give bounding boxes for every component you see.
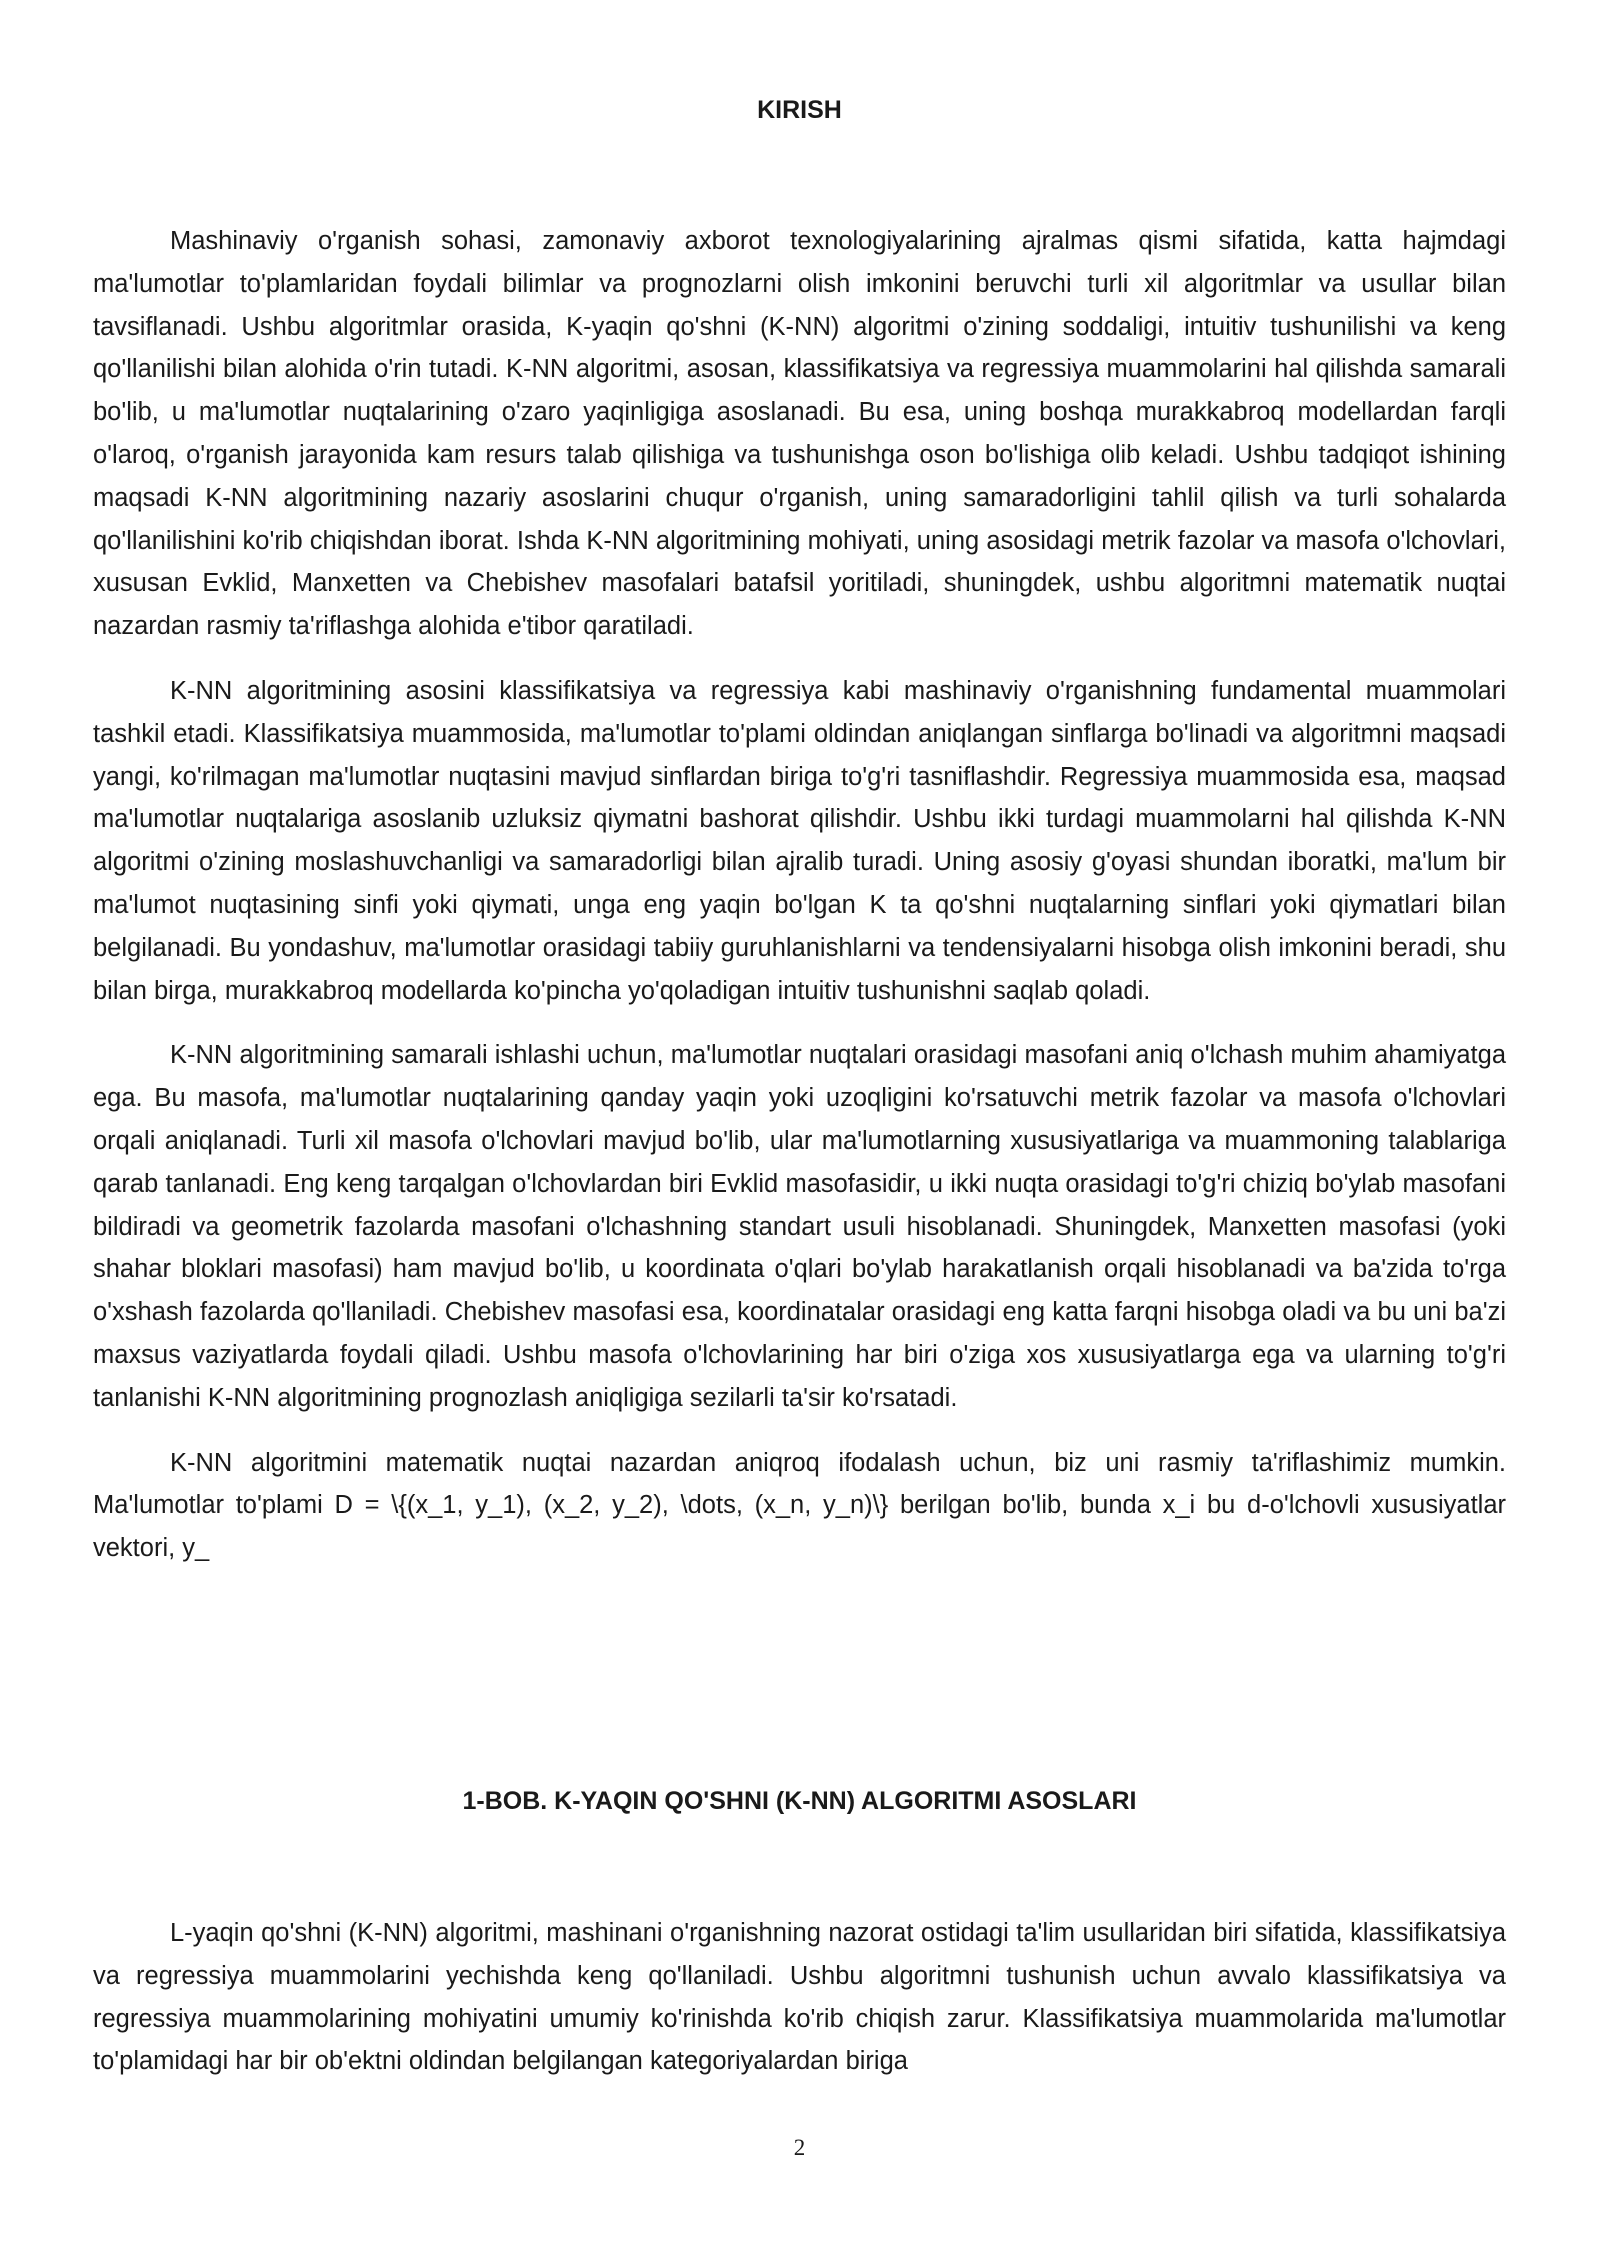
page-number: 2 [793, 2135, 806, 2160]
intro-paragraph-2: K-NN algoritmining asosini klassifikatsiya va regressiya kabi mashinaviy o'rganishning fundamental muammolari tashkil etadi. Klassifikatsiya muammosida, ma'lumotlar to'plami oldindan aniqlangan sinflarga bo'linadi va algoritmni maqsadi yangi, ko'rilmagan ma'lumotlar nuqtasini mavjud sinflardan biriga to'g'ri tasniflashdir. Regressiya muammosida esa, maqsad ma'lumotlar nuqtalariga asoslanib uzluksiz qiymatni bashorat qilishdir. Ushbu ikki turdagi muammolarni hal qilishda K-NN algoritmi o'zining moslashuvchanligi va samaradorligi bilan ajralib turadi. Uning asosiy g'oyasi shundan iboratki, ma'lum bir ma'lumot nuqtasining sinfi yoki qiymati, unga eng yaqin bo'lgan K ta qo'shni nuqtalarning sinflari yoki qiymatlari bilan belgilanadi. Bu yondashuv, ma'lumotlar orasidagi tabiiy guruhlanishlarni va tendensiyalarni hisobga olish imkonini beradi, shu bilan birga, murakkabroq modellarda ko'pincha yo'qoladigan intuitiv tushunishni saqlab qoladi. [93, 676, 1506, 1005]
chapter-heading: 1-BOB. K-YAQIN QO'SHNI (K-NN) ALGORITMI ASOSLARI [462, 1787, 1137, 1815]
intro-section [93, 220, 1506, 1570]
document-page [93, 0, 1506, 2264]
chapter-section [93, 1912, 1506, 2083]
intro-paragraph-4: K-NN algoritmini matematik nuqtai nazardan aniqroq ifodalash uchun, biz uni rasmiy ta'riflashimiz mumkin. Ma'lumotlar to'plami D = \{(x_1, y_1), (x_2, y_2), \dots, (x_n, y_n)\} berilgan bo'lib, bunda x_i bu d-o'lchovli xususiyatlar vektori, y_ [93, 1448, 1506, 1563]
intro-heading: KIRISH [757, 96, 842, 124]
intro-paragraph-3: K-NN algoritmining samarali ishlashi uchun, ma'lumotlar nuqtalari orasidagi masofani aniq o'lchash muhim ahamiyatga ega. Bu masofa, ma'lumotlar nuqtalarining qanday yaqin yoki uzoqligini ko'rsatuvchi metrik fazolar va masofa o'lchovlari orqali aniqlanadi. Turli xil masofa o'lchovlari mavjud bo'lib, ular ma'lumotlarning xususiyatlariga va muammoning talablariga qarab tanlanadi. Eng keng tarqalgan o'lchovlardan biri Evklid masofasidir, u ikki nuqta orasidagi to'g'ri chiziq bo'ylab masofani bildiradi va geometrik fazolarda masofani o'lchashning standart usuli hisoblanadi. Shuningdek, Manxetten masofasi (yoki shahar bloklari masofasi) ham mavjud bo'lib, u koordinata o'qlari bo'ylab harakatlanish orqali hisoblanadi va ba'zida to'rga o'xshash fazolarda qo'llaniladi. Chebishev masofasi esa, koordinatalar orasidagi eng katta farqni hisobga oladi va bu uni ba'zi maxsus vaziyatlarda foydali qiladi. Ushbu masofa o'lchovlarining har biri o'ziga xos xususiyatlarga ega va ularning to'g'ri tanlanishi K-NN algoritmining prognozlash aniqligiga sezilarli ta'sir ko'rsatadi. [93, 1041, 1506, 1412]
intro-paragraph-1: Mashinaviy o'rganish sohasi, zamonaviy axborot texnologiyalarining ajralmas qismi sifatida, katta hajmdagi ma'lumotlar to'plamlaridan foydali bilimlar va prognozlarni olish imkonini beruvchi turli xil algoritmlar va usullar bilan tavsiflanadi. Ushbu algoritmlar orasida, K-yaqin qo'shni (K-NN) algoritmi o'zining soddaligi, intuitiv tushunilishi va keng qo'llanilishi bilan alohida o'rin tutadi. K-NN algoritmi, asosan, klassifikatsiya va regressiya muammolarini hal qilishda samarali bo'lib, u ma'lumotlar nuqtalarining o'zaro yaqinligiga asoslanadi. Bu esa, uning boshqa murakkabroq modellardan farqli o'laroq, o'rganish jarayonida kam resurs talab qilishiga va tushunishga oson bo'lishiga olib keladi. Ushbu tadqiqot ishining maqsadi K-NN algoritmining nazariy asoslarini chuqur o'rganish, uning samaradorligini tahlil qilish va turli sohalarda qo'llanilishini ko'rib chiqishdan iborat. Ishda K-NN algoritmining mohiyati, uning asosidagi metrik fazolar va masofa o'lchovlari, xususan Evklid, Manxetten va Chebishev masofalari batafsil yoritiladi, shuningdek, ushbu algoritmni matematik nuqtai nazardan rasmiy ta'riflashga alohida e'tibor qaratiladi. [93, 227, 1506, 641]
chapter-paragraph-1: L-yaqin qo'shni (K-NN) algoritmi, mashinani o'rganishning nazorat ostidagi ta'lim usullaridan biri sifatida, klassifikatsiya va regressiya muammolarini yechishda keng qo'llaniladi. Ushbu algoritmni tushunish uchun avvalo klassifikatsiya va regressiya muammolarining mohiyatini umumiy ko'rinishda ko'rib chiqish zarur. Klassifikatsiya muammolarida ma'lumotlar to'plamidagi har bir ob'ektni oldindan belgilangan kategoriyalardan biriga [93, 1919, 1506, 2076]
